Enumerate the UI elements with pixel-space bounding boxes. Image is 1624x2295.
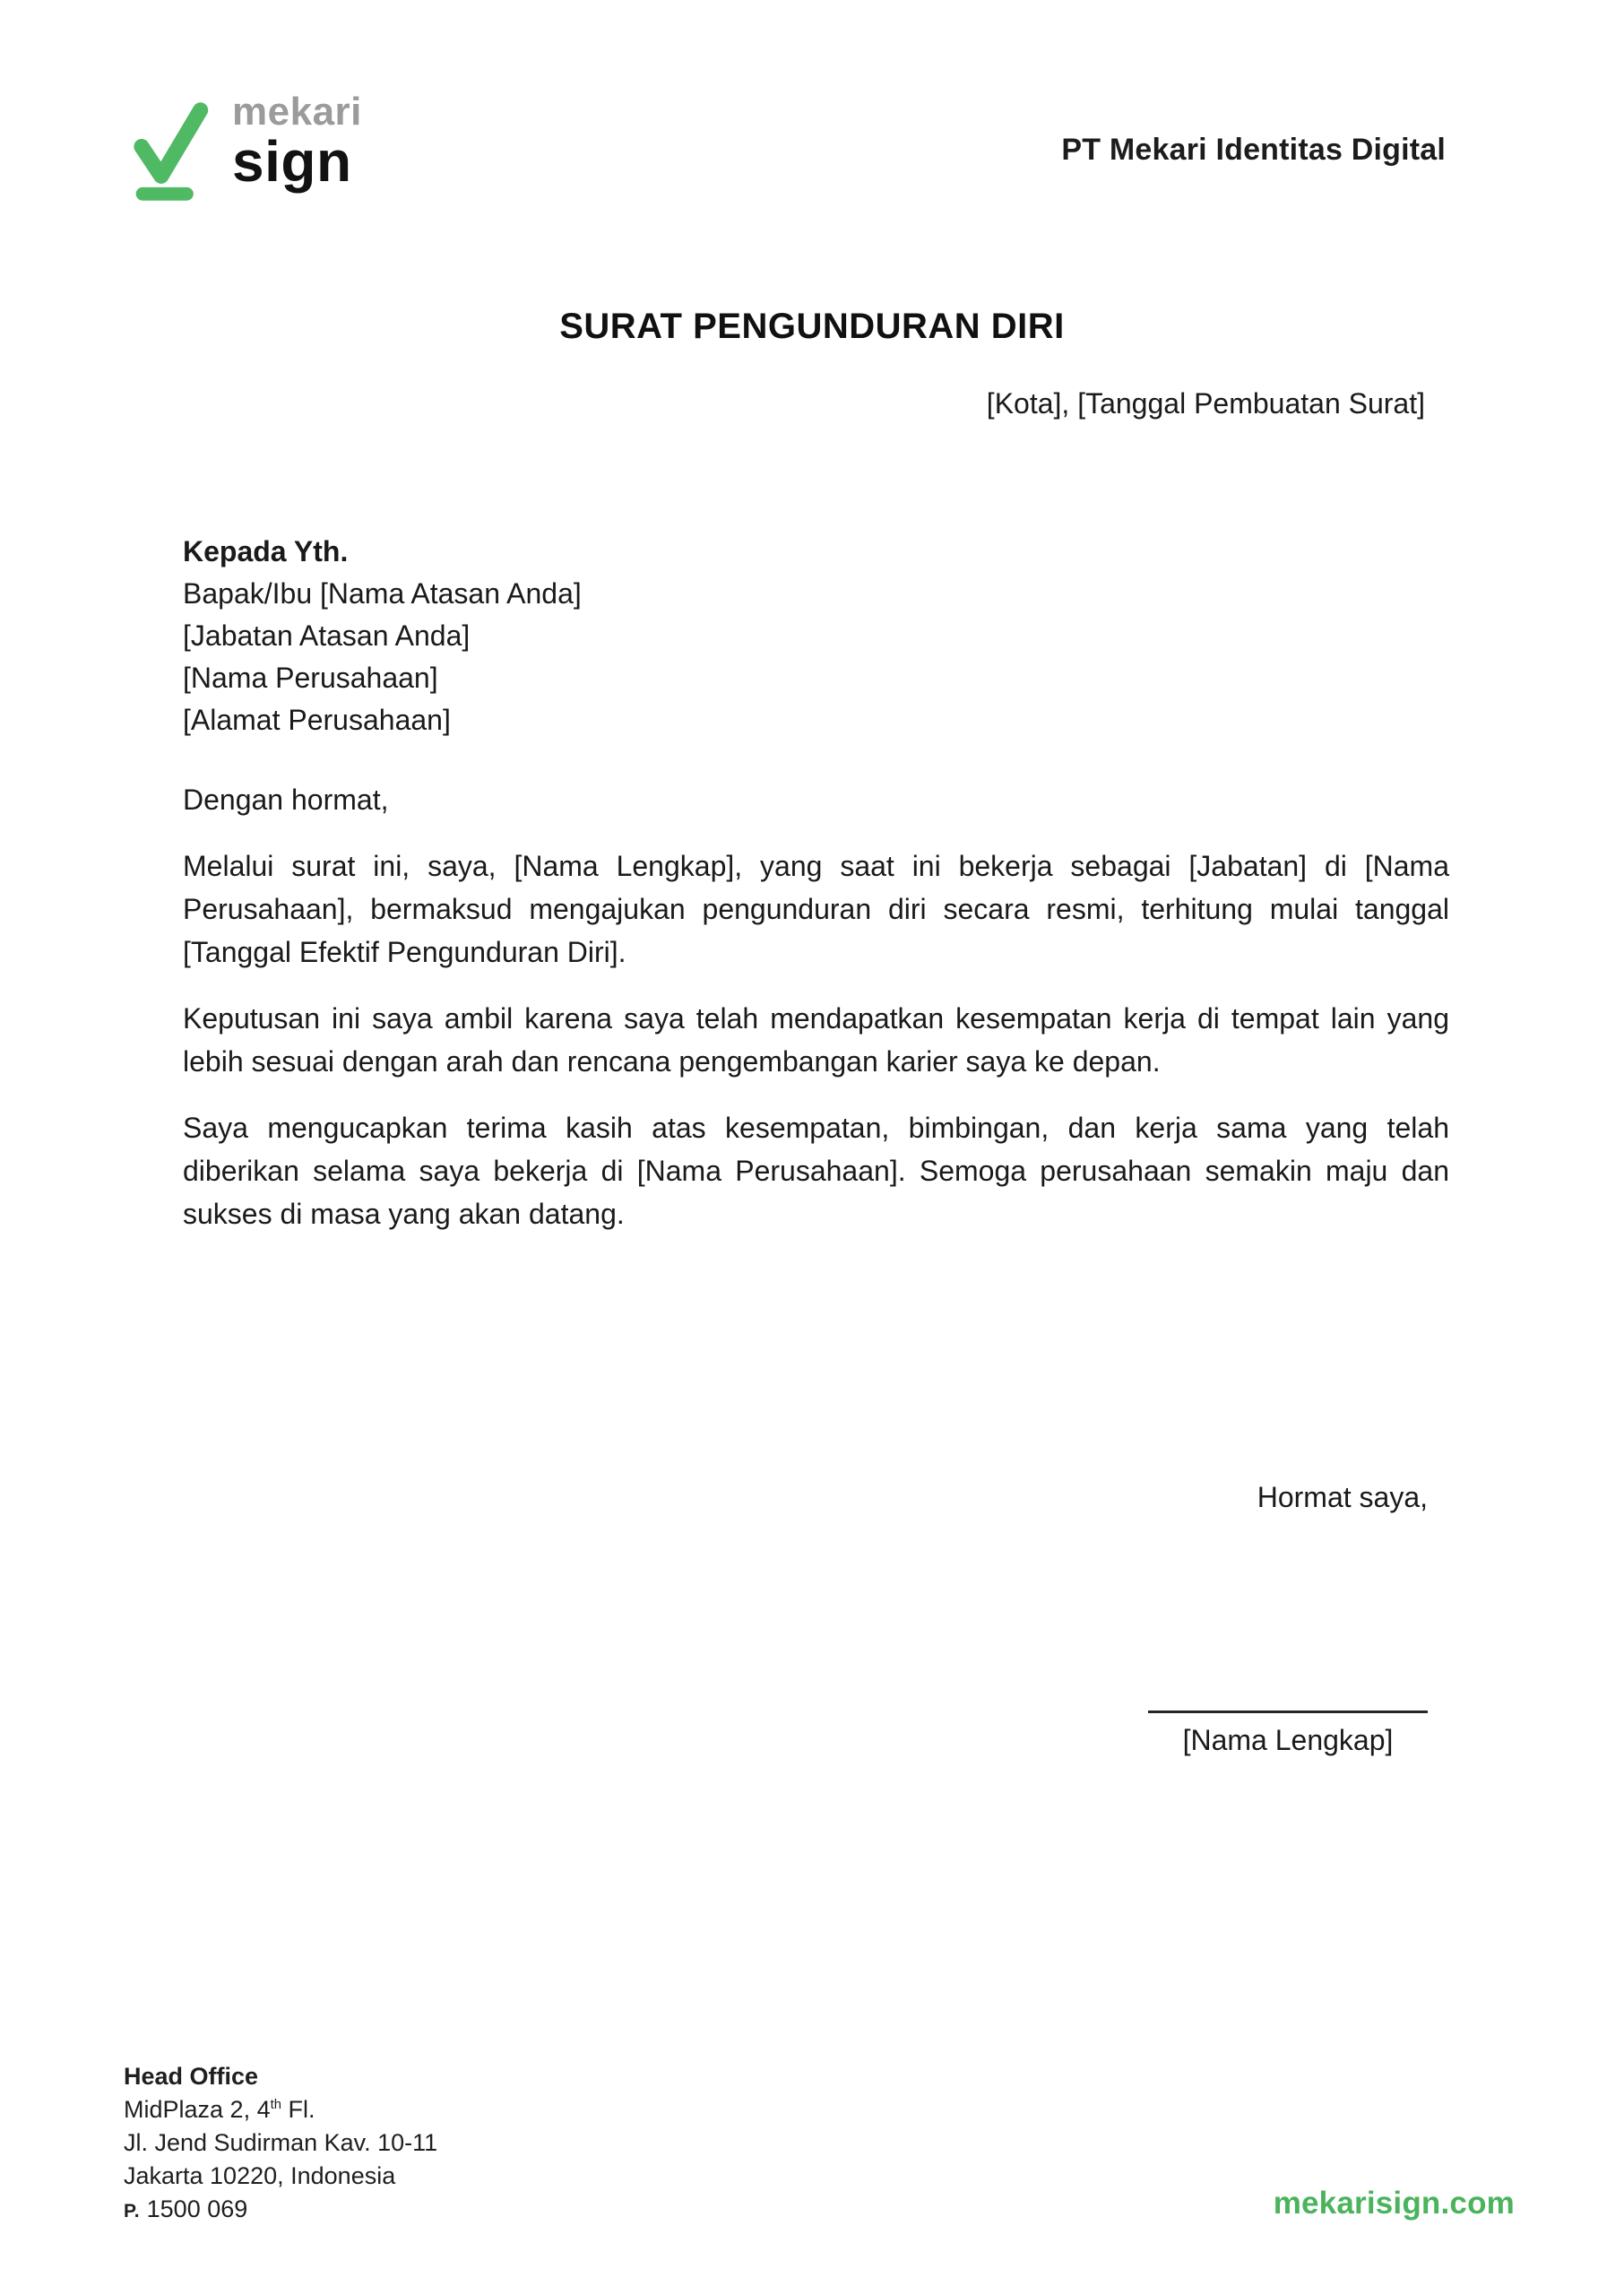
mekari-sign-logo [132, 85, 362, 218]
recipient-salutation: Kepada Yth. [183, 535, 349, 567]
logo-wordmark [232, 85, 362, 192]
phone-number: 1500 069 [140, 2195, 248, 2222]
letter-body [183, 778, 1449, 1235]
recipient-line: [Jabatan Atasan Anda] [183, 619, 471, 653]
greeting: Dengan hormat, [183, 784, 389, 816]
website-url: mekarisign.com [1273, 2186, 1515, 2221]
recipient-line: [Nama Perusahaan] [183, 662, 438, 695]
footer-office-title: Head Office [124, 2063, 259, 2090]
recipient-line: [Alamat Perusahaan] [183, 704, 451, 737]
signature-line [1148, 1710, 1428, 1713]
body-paragraph: Melalui surat ini, saya, [Nama Lengkap], yang saat ini bekerja sebagai [Jabatan] di [Nama Perusahaan], bermaksud mengajukan pengunduran diri secara resmi, terhitung mulai tanggal [Tanggal Efektif Pengunduran Diri]. [183, 850, 1449, 968]
signature-block [1148, 1710, 1428, 1757]
signature-name: [Nama Lengkap] [1182, 1724, 1394, 1756]
recipient-line: Bapak/Ibu [Nama Atasan Anda] [183, 577, 582, 611]
body-paragraph: Keputusan ini saya ambil karena saya telah mendapatkan kesempatan kerja di tempat lain yang lebih sesuai dengan arah dan rencana pengembangan karier saya ke depan. [183, 1002, 1449, 1078]
recipient-block [183, 531, 582, 741]
letter-title: SURAT PENGUNDURAN DIRI [559, 307, 1065, 346]
ordinal-superscript: th [270, 2097, 281, 2112]
body-paragraph: Saya mengucapkan terima kasih atas kesempatan, bimbingan, dan kerja sama yang telah diberikan selama saya bekerja di [Nama Perusahaan]. Semoga perusahaan semakin maju dan sukses di masa yang akan datang. [183, 1112, 1449, 1230]
checkmark-icon [132, 85, 209, 218]
company-name: PT Mekari Identitas Digital [1061, 133, 1446, 167]
phone-label: P. [124, 2200, 141, 2221]
footer-address-line-3: Jakarta 10220, Indonesia [124, 2161, 396, 2189]
logo-mekari-label: mekari [232, 90, 362, 134]
closing-salutation: Hormat saya, [1257, 1481, 1428, 1513]
footer-phone-line [124, 2193, 437, 2226]
footer-address-line-2: Jl. Jend Sudirman Kav. 10-11 [124, 2128, 438, 2156]
footer-address [124, 2060, 437, 2226]
footer-address-line-1: MidPlaza 2, 4th Fl. [124, 2095, 315, 2123]
logo-sign-label: sign [232, 129, 352, 194]
date-line: [Kota], [Tanggal Pembuatan Surat] [986, 387, 1425, 420]
